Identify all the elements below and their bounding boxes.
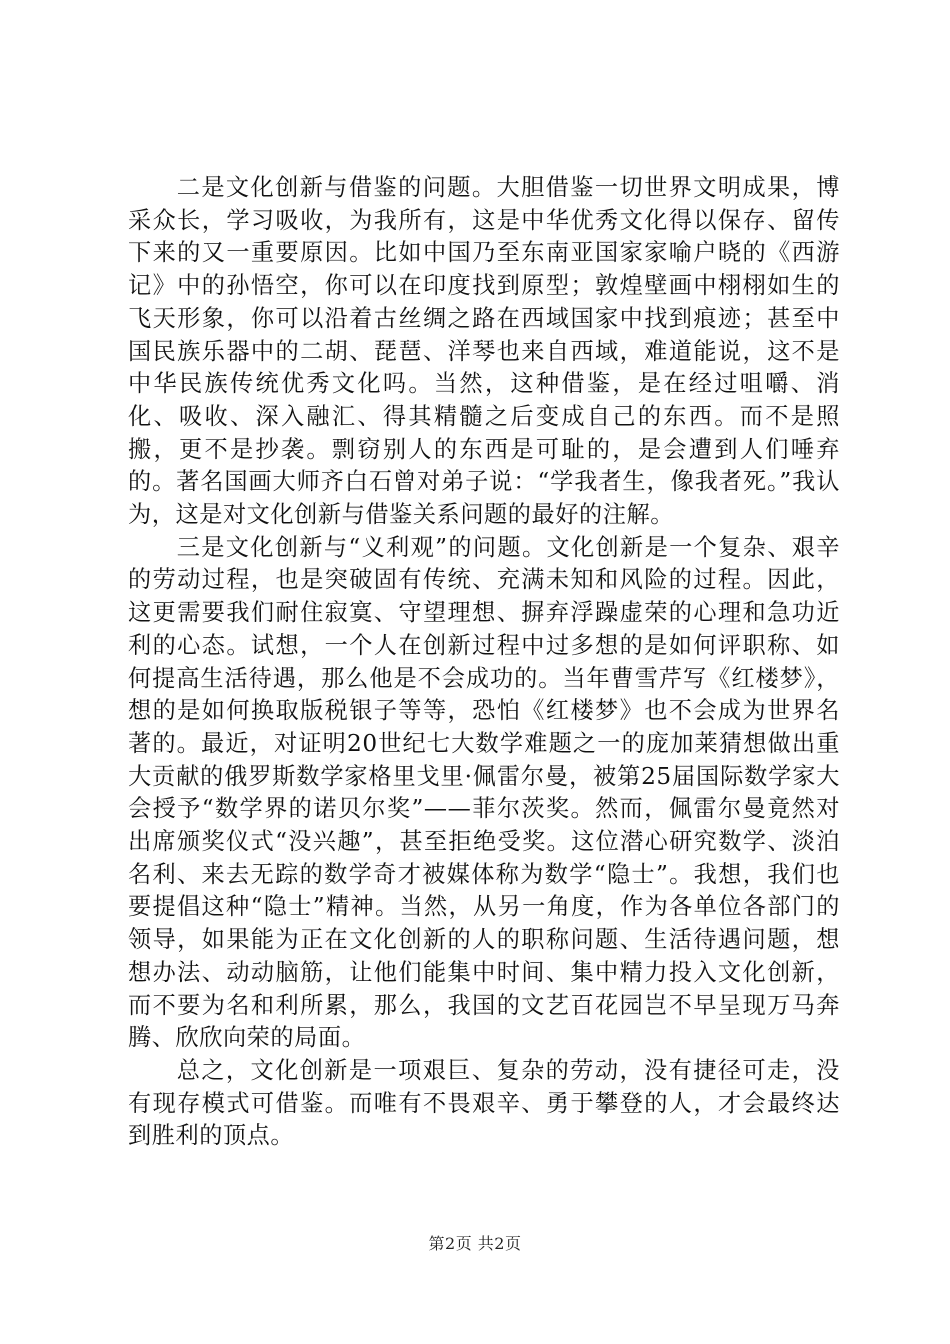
paragraph-conclusion: 总之，文化创新是一项艰巨、复杂的劳动，没有捷径可走，没有现存模式可借鉴。而唯有不畏艰辛、勇于攀登的人，才会最终达到胜利的顶点。 [128,1056,840,1150]
paragraph-cultural-borrowing: 二是文化创新与借鉴的问题。大胆借鉴一切世界文明成果，博采众长，学习吸收，为我所有，这是中华优秀文化得以保存、留传下来的又一重要原因。比如中国乃至东南亚国家家喻户晓的《西游记》中的孙悟空，你可以在印度找到原型；敦煌壁画中栩栩如生的飞天形象，你可以沿着古丝绸之路在西域国家中找到痕迹；甚至中国民族乐器中的二胡、琵琶、洋琴也来自西域，难道能说，这不是中华民族传统优秀文化吗。当然，这种借鉴，是在经过咀嚼、消化、吸收、深入融汇、得其精髓之后变成自己的东西。而不是照搬，更不是抄袭。剽窃别人的东西是可耻的，是会遭到人们唾弃的。著名国画大师齐白石曾对弟子说：“学我者生，像我者死。”我认为，这是对文化创新与借鉴关系问题的最好的注解。 [128,174,840,529]
paragraph-righteousness-and-profit: 三是文化创新与“义利观”的问题。文化创新是一个复杂、艰辛的劳动过程，也是突破固有传统、充满未知和风险的过程。因此，这更需要我们耐住寂寞、守望理想、摒弃浮躁虚荣的心理和急功近利的心态。试想，一个人在创新过程中过多想的是如何评职称、如何提高生活待遇，那么他是不会成功的。当年曹雪芹写《红楼梦》，想的是如何换取版税银子等等，恐怕《红楼梦》也不会成为世界名著的。最近，对证明20世纪七大数学难题之一的庞加莱猜想做出重大贡献的俄罗斯数学家格里戈里·佩雷尔曼，被第25届国际数学家大会授予“数学界的诺贝尔奖”——菲尔茨奖。然而，佩雷尔曼竟然对出席颁奖仪式“没兴趣”，甚至拒绝受奖。这位潜心研究数学、淡泊名利、来去无踪的数学奇才被媒体称为数学“隐士”。我想，我们也要提倡这种“隐士”精神。当然，从另一角度，作为各单位各部门的领导，如果能为正在文化创新的人的职称问题、生活待遇问题，想想办法、动动脑筋，让他们能集中时间、集中精力投入文化创新，而不要为名和利所累，那么，我国的文艺百花园岂不早呈现万马奔腾、欣欣向荣的局面。 [128,533,840,1052]
page-number-footer: 第2页 共2页 [428,1234,522,1253]
document-body [128,172,840,1153]
